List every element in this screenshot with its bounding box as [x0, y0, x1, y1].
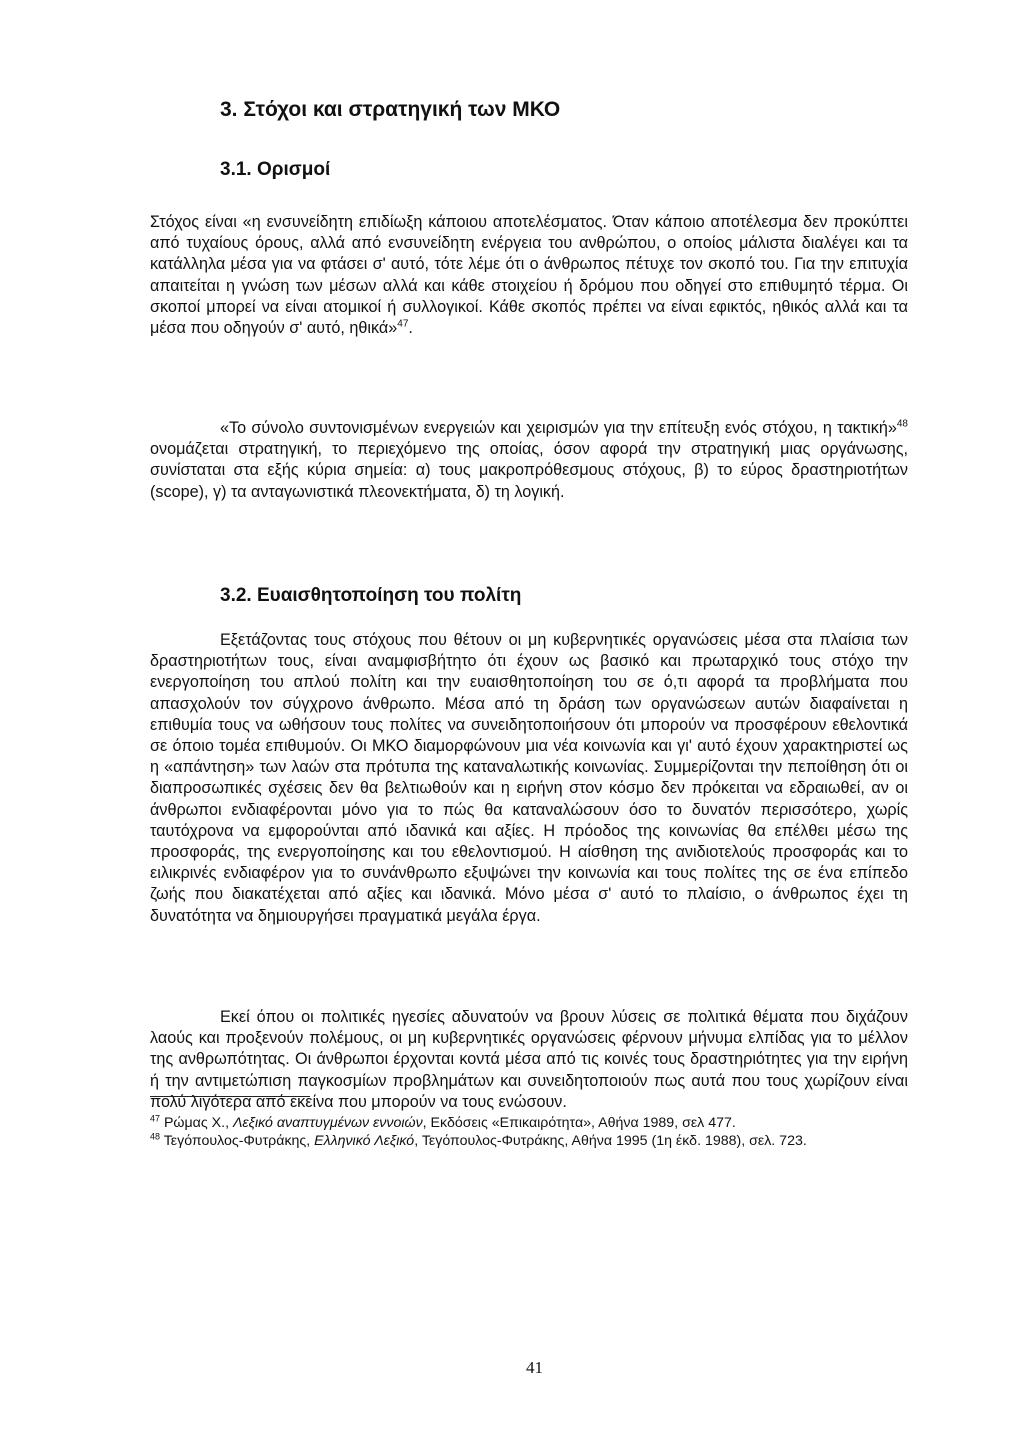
footnote-ref-47[interactable]: 47	[397, 318, 409, 330]
section-heading-awareness: 3.2. Ευαισθητοποίηση του πολίτη	[220, 585, 522, 606]
footnote-separator	[150, 1096, 310, 1097]
peace-paragraph: Εκεί όπου οι πολιτικές ηγεσίες αδυνατούν να βρουν λύσεις σε πολιτικά θέματα που διχάζουν λαούς και προξενούν πολέμους, οι μη κυβερνητικές οργανώσεις φέρνουν μήνυμα ελπίδας για το μέλλον της ανθρωπότητας. Οι άνθρωποι έρχονται κοντά μέσα από τις κοινές τους δραστηριότητες για την ειρήνη ή την αντιμετώπιση παγκοσμίων προβλημάτων και συνειδητοποιούν πως αυτά που τους χωρίζουν είναι πολύ λιγότερα από εκείνα που μπορούν να τους ενώσουν.	[150, 1008, 908, 1111]
definition-text: Στόχος είναι «η ενσυνείδητη επιδίωξη κάποιου αποτελέσματος. Όταν κάποιο αποτέλεσμα δεν προκύπτει από τυχαίους όρους, αλλά από ενσυνείδητη ενέργεια του ανθρώπου, ο οποίος μάλιστα διαλέγει και τα κατάλληλα μέσα για να φτάσει σ' αυτό, τότε λέμε ότι ο άνθρωπος πέτυχε τον σκοπό του. Για την επιτυχία απαιτείται η γνώση των μέσων αλλά και κάθε στοιχείου ή δρόμου που οδηγεί στο επιθυμητό τέρμα. Οι σκοποί μπορεί να είναι ατομικοί ή συλλογικοί. Κάθε σκοπός πρέπει να είναι εφικτός, ηθικός αλλά και τα μέσα που οδηγούν σ' αυτό, ηθικά»	[150, 213, 908, 338]
awareness-paragraph: Εξετάζοντας τους στόχους που θέτουν οι μη κυβερνητικές οργανώσεις μέσα στα πλαίσια των δραστηριοτήτων τους, είναι αναμφισβήτητο ότι έχουν ως βασικό και πρωταρχικό τους στόχο την ενεργοποίηση του απλού πολίτη και την ευαισθητοποίηση του σε ό,τι αφορά τα προβλήματα που απασχολούν τον σύγχρονο άνθρωπο. Μέσα από τη δράση των οργανώσεων αυτών διαφαίνεται η επιθυμία τους να ωθήσουν τους πολίτες να συνειδητοποιήσουν ότι μπορούν να προσφέρουν εθελοντικά σε όποιο τομέα επιθυμούν. Οι ΜΚΟ διαμορφώνουν μια νέα κοινωνία και γι' αυτό έχουν χαρακτηριστεί ως η «απάντηση» των λαών στα πρότυπα της καταναλωτικής κοινωνίας. Συμμερίζονται την πεποίθηση ότι οι διαπροσωπικές σχέσεις δεν θα βελτιωθούν και η ειρήνη στον κόσμο δεν πρόκειται να εδραιωθεί, αν οι άνθρωποι ενδιαφέρονται μόνο για το πώς θα καταναλώσουν όσο το δυνατόν περισσότερο, χωρίς ταυτόχρονα να εμφορούνται από ιδανικά και αξίες. Η πρόοδος της κοινωνίας θα επέλθει μέσω της προσφοράς, της ενεργοποίησης και του εθελοντισμού. Η αίσθηση της ανιδιοτελούς προσφοράς και το ειλικρινές ενδιαφέρον για το συνάνθρωπο εξυψώνει την κοινωνία και τους πολίτες της σε ένα επίπεδο ζωής που διακατέχεται από αξίες και ιδανικά. Μόνο μέσα σ' αυτό το πλαίσιο, ο άνθρωπος έχει τη δυνατότητα να δημιουργήσει πραγματικά μεγάλα έργα.	[150, 631, 908, 925]
chapter-heading: 3. Στόχοι και στρατηγική των ΜΚΟ	[220, 98, 561, 121]
definition-paragraph	[150, 212, 908, 339]
footnote-author: Ρώμας Χ.,	[163, 1115, 233, 1131]
footnote-ref-48[interactable]: 48	[896, 418, 908, 430]
page-number: 41	[526, 1358, 543, 1377]
footnote-title: Ελληνικό Λεξικό	[314, 1133, 415, 1149]
footnote-number: 48	[150, 1131, 161, 1142]
footnote-details: , Εκδόσεις «Επικαιρότητα», Αθήνα 1989, σελ 477.	[422, 1115, 736, 1131]
footnote-48	[150, 1132, 910, 1151]
footnote-details: , Τεγόπουλος-Φυτράκης, Αθήνα 1995 (1η έκδ. 1988), σελ. 723.	[414, 1133, 807, 1149]
section-heading-definitions: 3.1. Ορισμοί	[220, 159, 331, 180]
footnote-title: Λεξικό αναπτυγμένων εννοιών	[232, 1115, 423, 1131]
footnote-author: Τεγόπουλος-Φυτράκης,	[163, 1133, 315, 1149]
strategy-paragraph	[150, 418, 908, 503]
footnote-number: 47	[150, 1113, 161, 1124]
footnote-47	[150, 1114, 910, 1133]
definition-text-end: .	[408, 319, 413, 338]
strategy-text-end: ονομάζεται στρατηγική, το περιεχόμενο της οποίας, όσον αφορά την στρατηγική μιας οργάνωσης, συνίσταται στα εξής κύρια σημεία: α) τους μακροπρόθεσμους στόχους, β) το εύρος δραστηριοτήτων (scope), γ) τα ανταγωνιστικά πλεονεκτήματα, δ) τη λογική.	[150, 440, 908, 501]
strategy-text: «Το σύνολο συντονισμένων ενεργειών και χειρισμών για την επίτευξη ενός στόχου, η τακτική»	[220, 419, 897, 437]
